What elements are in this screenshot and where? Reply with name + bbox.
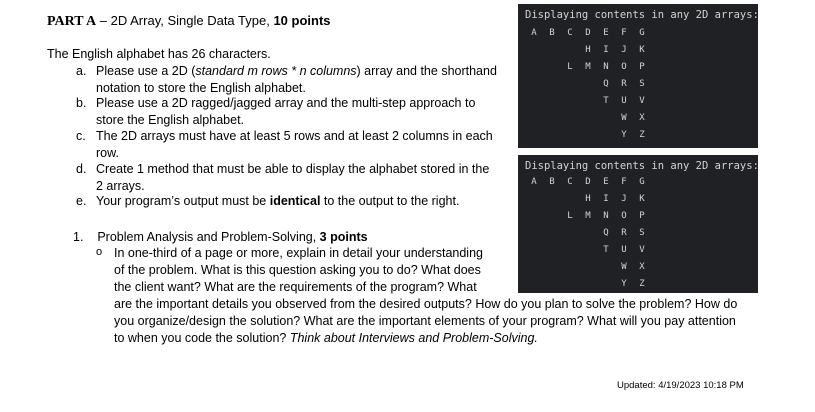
prompt-line: In one-third of a page or more, explain in detail your understanding [114, 246, 483, 260]
requirement-line: 2 arrays. [96, 179, 145, 193]
terminal-output-1 [518, 4, 758, 148]
alphabet-letter: E [603, 177, 609, 187]
requirement-line: Your program’s output must be identical to the output to the right. [96, 194, 460, 208]
alphabet-letter: U [621, 245, 627, 255]
alphabet-letter: L [567, 211, 573, 221]
alphabet-letter: V [639, 245, 645, 255]
alphabet-letter: Q [603, 228, 609, 238]
alphabet-letter: C [567, 28, 573, 38]
problem-prompt [114, 245, 514, 296]
requirement-b [76, 95, 476, 129]
alphabet-letter: J [621, 194, 627, 204]
alphabet-letter: S [639, 228, 645, 238]
alphabet-letter: F [621, 177, 627, 187]
requirement-e [76, 193, 460, 210]
identical-emphasis: identical [269, 194, 321, 208]
requirement-line: Please use a 2D (standard m rows * n columns) array and the shorthand [96, 64, 497, 78]
terminal-output-2 [518, 155, 758, 293]
requirement-label: d. [76, 162, 87, 176]
alphabet-letter: B [549, 28, 555, 38]
alphabet-letter: X [639, 113, 645, 123]
alphabet-letter: R [621, 79, 627, 89]
requirement-line: row. [96, 146, 119, 160]
prompt-line: the client want? What are the requirements of the program? What [114, 280, 477, 294]
alphabet-letter: M [585, 211, 591, 221]
problem-number: 1. [73, 230, 84, 244]
alphabet-letter: T [603, 96, 609, 106]
alphabet-letter: L [567, 62, 573, 72]
part-heading [47, 12, 331, 30]
alphabet-letter: I [603, 45, 609, 55]
part-label: PART A [47, 14, 97, 29]
requirement-label: b. [76, 96, 87, 110]
part-points: 10 points [273, 13, 331, 28]
requirement-line: Please use a 2D ragged/jagged array and the multi-step approach to [96, 96, 476, 110]
alphabet-letter: H [585, 194, 591, 204]
alphabet-letter: V [639, 96, 645, 106]
alphabet-letter: Y [621, 130, 627, 140]
prompt-line: are the important details you observed from the desired outputs? How do you plan to solve the problem? How do [114, 297, 738, 311]
alphabet-letter: G [639, 177, 645, 187]
prompt-hint: Think about Interviews and Problem-Solving. [289, 331, 538, 345]
alphabet-letter: F [621, 28, 627, 38]
terminal-header: Displaying contents in any 2D arrays: [525, 9, 759, 21]
alphabet-letter: Z [639, 279, 645, 289]
bullet-marker: o [96, 246, 103, 258]
alphabet-letter: O [621, 62, 627, 72]
alphabet-letter: R [621, 228, 627, 238]
requirement-label: a. [76, 64, 87, 78]
alphabet-letter: P [639, 211, 645, 221]
prompt-line: you organize/design the solution? What are the important elements of your program? What will you pay attention [114, 314, 736, 328]
problem-heading [73, 229, 368, 246]
requirement-label: e. [76, 194, 87, 208]
alphabet-letter: D [585, 177, 591, 187]
array-shape-note: standard m rows * n columns [195, 64, 357, 78]
prompt-line: of the problem. What is this question asking you to do? What does [114, 263, 481, 277]
alphabet-letter: M [585, 62, 591, 72]
problem-points: 3 points [319, 230, 368, 244]
alphabet-letter: E [603, 28, 609, 38]
alphabet-letter: C [567, 177, 573, 187]
alphabet-letter: X [639, 262, 645, 272]
alphabet-letter: Z [639, 130, 645, 140]
requirement-line: notation to store the English alphabet. [96, 81, 306, 95]
alphabet-letter: Y [621, 279, 627, 289]
requirement-line: store the English alphabet. [96, 113, 245, 127]
requirement-c [76, 128, 493, 162]
alphabet-letter: S [639, 79, 645, 89]
alphabet-letter: N [603, 62, 609, 72]
alphabet-letter: T [603, 245, 609, 255]
alphabet-letter: N [603, 211, 609, 221]
terminal-header: Displaying contents in any 2D arrays: [525, 160, 759, 172]
alphabet-letter: I [603, 194, 609, 204]
alphabet-letter: A [531, 177, 537, 187]
updated-timestamp: Updated: 4/19/2023 10:18 PM [617, 380, 744, 391]
alphabet-letter: D [585, 28, 591, 38]
alphabet-letter: B [549, 177, 555, 187]
part-subtitle: – 2D Array, Single Data Type, [96, 13, 274, 28]
alphabet-letter: Q [603, 79, 609, 89]
alphabet-letter: O [621, 211, 627, 221]
intro-text: The English alphabet has 26 characters. [47, 47, 271, 61]
alphabet-letter: A [531, 28, 537, 38]
requirement-d [76, 161, 490, 195]
prompt-line: to when you code the solution? Think about Interviews and Problem-Solving. [114, 331, 538, 345]
requirement-line: The 2D arrays must have at least 5 rows and at least 2 columns in each [96, 129, 493, 143]
alphabet-letter: U [621, 96, 627, 106]
alphabet-letter: W [621, 262, 627, 272]
alphabet-letter: G [639, 28, 645, 38]
requirement-line: Create 1 method that must be able to display the alphabet stored in the [96, 162, 490, 176]
alphabet-letter: P [639, 62, 645, 72]
alphabet-letter: K [639, 194, 645, 204]
alphabet-letter: J [621, 45, 627, 55]
requirement-label: c. [76, 129, 86, 143]
problem-title: Problem Analysis and Problem-Solving, [97, 230, 320, 244]
alphabet-letter: K [639, 45, 645, 55]
requirement-a [76, 63, 497, 97]
alphabet-letter: H [585, 45, 591, 55]
alphabet-letter: W [621, 113, 627, 123]
